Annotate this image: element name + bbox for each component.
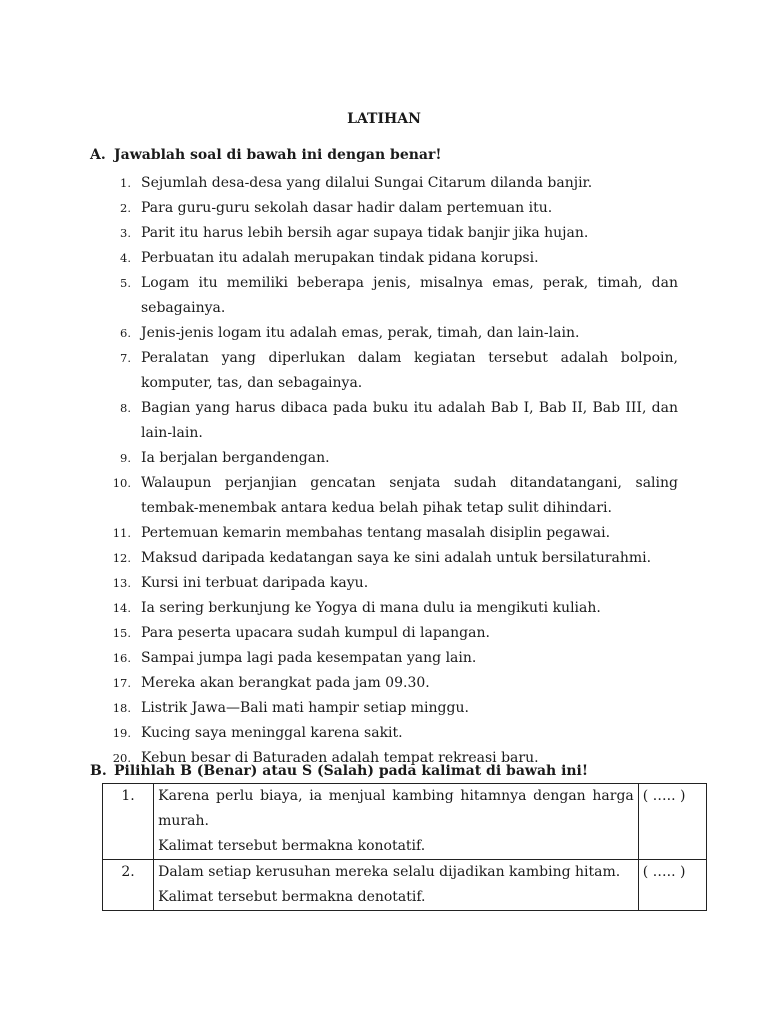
item-number: 5. (120, 276, 131, 290)
list-item (110, 671, 678, 696)
item-text: Logam itu memiliki beberapa jenis, misalnya emas, perak, timah, dan sebagainya. (141, 275, 678, 316)
item-text: Sampai jumpa lagi pada kesempatan yang lain. (141, 650, 477, 666)
item-text: Para peserta upacara sudah kumpul di lapangan. (141, 625, 490, 641)
item-number: 13. (112, 576, 131, 590)
item-text: Ia sering berkunjung ke Yogya di mana dulu ia mengikuti kuliah. (141, 600, 601, 616)
item-number: 17. (112, 676, 131, 690)
section-a-instruction: Jawablah soal di bawah ini dengan benar! (114, 147, 442, 163)
section-b-heading (90, 763, 588, 779)
section-a-letter: A. (90, 147, 106, 163)
item-text: Listrik Jawa—Bali mati hampir setiap minggu. (141, 700, 469, 716)
section-a-heading (90, 147, 442, 163)
list-item (110, 471, 678, 521)
item-number: 14. (112, 601, 131, 615)
list-item (110, 246, 678, 271)
item-text: Kursi ini terbuat daripada kayu. (141, 575, 369, 591)
item-number: 15. (112, 626, 131, 640)
item-number: 18. (112, 701, 131, 715)
item-text: Peralatan yang diperlukan dalam kegiatan tersebut adalah bolpoin, komputer, tas, dan sebagainya. (141, 350, 678, 391)
item-number: 6. (120, 326, 131, 340)
item-text: Kucing saya meninggal karena sakit. (141, 725, 403, 741)
item-number: 12. (112, 551, 131, 565)
item-number: 9. (120, 451, 131, 465)
item-number: 8. (120, 401, 131, 415)
section-b-instruction: Pilihlah B (Benar) atau S (Salah) pada kalimat di bawah ini! (114, 763, 589, 779)
list-item (110, 621, 678, 646)
item-text: Kebun besar di Baturaden adalah tempat rekreasi baru. (141, 750, 539, 766)
list-item (110, 446, 678, 471)
statement-claim: Kalimat tersebut bermakna denotatif. (158, 889, 426, 905)
item-number: 2. (120, 201, 131, 215)
list-item (110, 721, 678, 746)
statement-cell (154, 784, 639, 860)
list-item (110, 546, 678, 571)
list-item (110, 571, 678, 596)
list-item (110, 596, 678, 621)
answer-blank[interactable]: ( ….. ) (638, 784, 706, 860)
item-text: Ia berjalan bergandengan. (141, 450, 330, 466)
table-row (103, 860, 707, 911)
item-text: Parit itu harus lebih bersih agar supaya tidak banjir jika hujan. (141, 225, 589, 241)
table-row (103, 784, 707, 860)
list-item (110, 346, 678, 396)
item-text: Bagian yang harus dibaca pada buku itu adalah Bab I, Bab II, Bab III, dan lain-lain. (141, 400, 678, 441)
row-number: 1. (103, 784, 154, 860)
item-number: 4. (120, 251, 131, 265)
item-text: Perbuatan itu adalah merupakan tindak pidana korupsi. (141, 250, 539, 266)
list-item (110, 196, 678, 221)
list-item (110, 521, 678, 546)
item-number: 1. (120, 176, 131, 190)
statement-sentence: Dalam setiap kerusuhan mereka selalu dijadikan kambing hitam. (158, 864, 621, 880)
item-text: Mereka akan berangkat pada jam 09.30. (141, 675, 430, 691)
item-number: 11. (112, 526, 131, 540)
item-number: 7. (120, 351, 131, 365)
answer-blank[interactable]: ( ….. ) (638, 860, 706, 911)
item-number: 10. (112, 476, 131, 490)
item-number: 19. (112, 726, 131, 740)
list-item (110, 321, 678, 346)
list-item (110, 696, 678, 721)
item-number: 16. (112, 651, 131, 665)
page-title: LATIHAN (347, 111, 421, 127)
item-text: Maksud daripada kedatangan saya ke sini adalah untuk bersilaturahmi. (141, 550, 652, 566)
item-number: 3. (120, 226, 131, 240)
list-item (110, 171, 678, 196)
list-item (110, 396, 678, 446)
item-text: Sejumlah desa-desa yang dilalui Sungai Citarum dilanda banjir. (141, 175, 593, 191)
section-b-letter: B. (90, 763, 107, 779)
list-item (110, 271, 678, 321)
item-text: Para guru-guru sekolah dasar hadir dalam pertemuan itu. (141, 200, 553, 216)
item-number: 20. (112, 751, 131, 765)
statement-sentence: Karena perlu biaya, ia menjual kambing hitamnya dengan harga murah. (158, 788, 634, 829)
list-item (110, 646, 678, 671)
statement-cell (154, 860, 639, 911)
section-a-question-list (110, 171, 678, 771)
item-text: Pertemuan kemarin membahas tentang masalah disiplin pegawai. (141, 525, 611, 541)
statement-claim: Kalimat tersebut bermakna konotatif. (158, 838, 426, 854)
list-item (110, 221, 678, 246)
row-number: 2. (103, 860, 154, 911)
item-text: Jenis-jenis logam itu adalah emas, perak, timah, dan lain-lain. (141, 325, 580, 341)
item-text: Walaupun perjanjian gencatan senjata sudah ditandatangani, saling tembak-menembak antara kedua belah pihak tetap sulit dihindari. (141, 475, 678, 516)
true-false-table (102, 783, 707, 911)
